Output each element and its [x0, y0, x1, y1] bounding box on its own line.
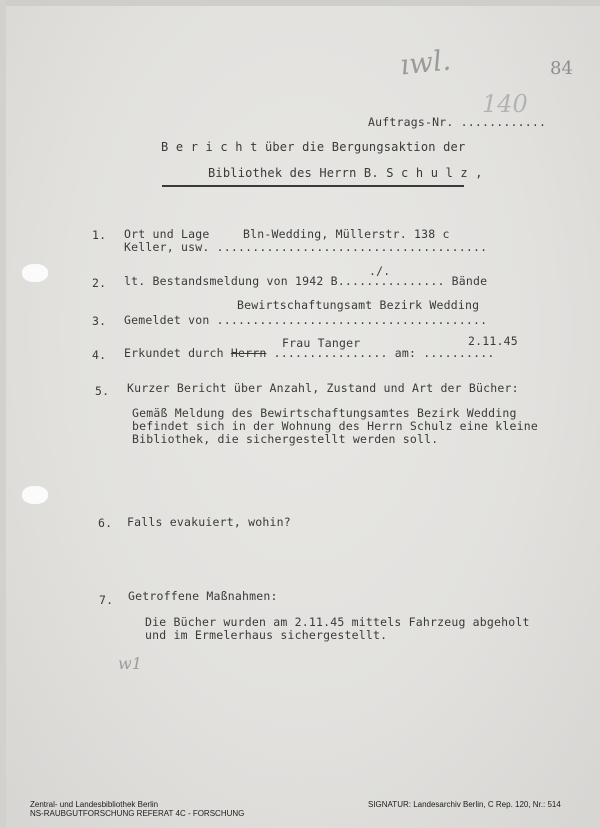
handwritten-initials: w1: [118, 654, 142, 673]
field-label-location: Ort und Lage: [124, 227, 210, 241]
paper-edge: [0, 0, 6, 828]
measures-text-line: Die Bücher wurden am 2.11.45 mittels Fahrzeug abgeholt: [145, 615, 530, 629]
footer-signature: SIGNATUR: Landesarchiv Berlin, C Rep. 120, Nr.: 514: [368, 800, 561, 809]
handwritten-page-number: 84: [550, 58, 573, 79]
field-number: 6.: [98, 516, 113, 530]
field-label-measures: Getroffene Maßnahmen:: [128, 589, 278, 603]
field-value-explored-by: Frau Tanger: [282, 336, 361, 350]
report-subtitle: Bibliothek des Herrn B. S c h u l z ,: [208, 166, 483, 180]
footer-department: NS-RAUBGUTFORSCHUNG REFERAT 4C - FORSCHUNG: [30, 809, 245, 818]
report-text-line: befindet sich in der Wohnung des Herrn Schulz eine kleine: [132, 419, 539, 433]
field-label-explored-by: [124, 346, 494, 360]
field-value-inventory: ./.: [369, 264, 391, 278]
field-number: 2.: [92, 276, 107, 290]
field-label-reported-by: Gemeldet von ......................................: [124, 313, 488, 327]
paper-edge: [0, 0, 600, 6]
field-number: 5.: [95, 384, 110, 398]
field-number: 3.: [92, 314, 107, 328]
struck-word: Herrn: [230, 346, 267, 360]
report-text-line: Bibliothek, die sichergestellt werden soll.: [132, 432, 439, 446]
footer-library: Zentral- und Landesbibliothek Berlin: [30, 800, 159, 809]
handwritten-mark: ıwl.: [398, 43, 453, 82]
report-title: B e r i c h t über die Bergungsaktion der: [161, 140, 466, 154]
handwritten-order-number: 140: [482, 90, 528, 118]
punch-hole: [22, 486, 48, 504]
field-label-inventory: lt. Bestandsmeldung von 1942 B............... Bände: [124, 274, 488, 288]
field-label-report: Kurzer Bericht über Anzahl, Zustand und Art der Bücher:: [127, 381, 519, 395]
report-text-line: Gemäß Meldung des Bewirtschaftungsamtes Bezirk Wedding: [132, 406, 517, 420]
field-number: 4.: [92, 348, 107, 362]
field-number: 1.: [92, 228, 107, 242]
field-label-evacuated: Falls evakuiert, wohin?: [127, 515, 291, 529]
label-text: Erkundet durch: [124, 346, 231, 360]
title-underline: [162, 185, 464, 187]
field-number: 7.: [99, 593, 114, 607]
order-number-label: Auftrags-Nr. ............: [368, 115, 547, 129]
punch-hole: [22, 264, 48, 282]
field-value-location: Bln-Wedding, Müllerstr. 138 c: [243, 227, 450, 241]
label-text: ................ am: ..........: [266, 346, 495, 360]
field-value-date: 2.11.45: [468, 334, 518, 348]
field-value-reported-by: Bewirtschaftungsamt Bezirk Wedding: [237, 298, 480, 312]
measures-text-line: und im Ermelerhaus sichergestellt.: [145, 628, 388, 642]
field-label-location-2: Keller, usw. ......................................: [124, 240, 488, 254]
